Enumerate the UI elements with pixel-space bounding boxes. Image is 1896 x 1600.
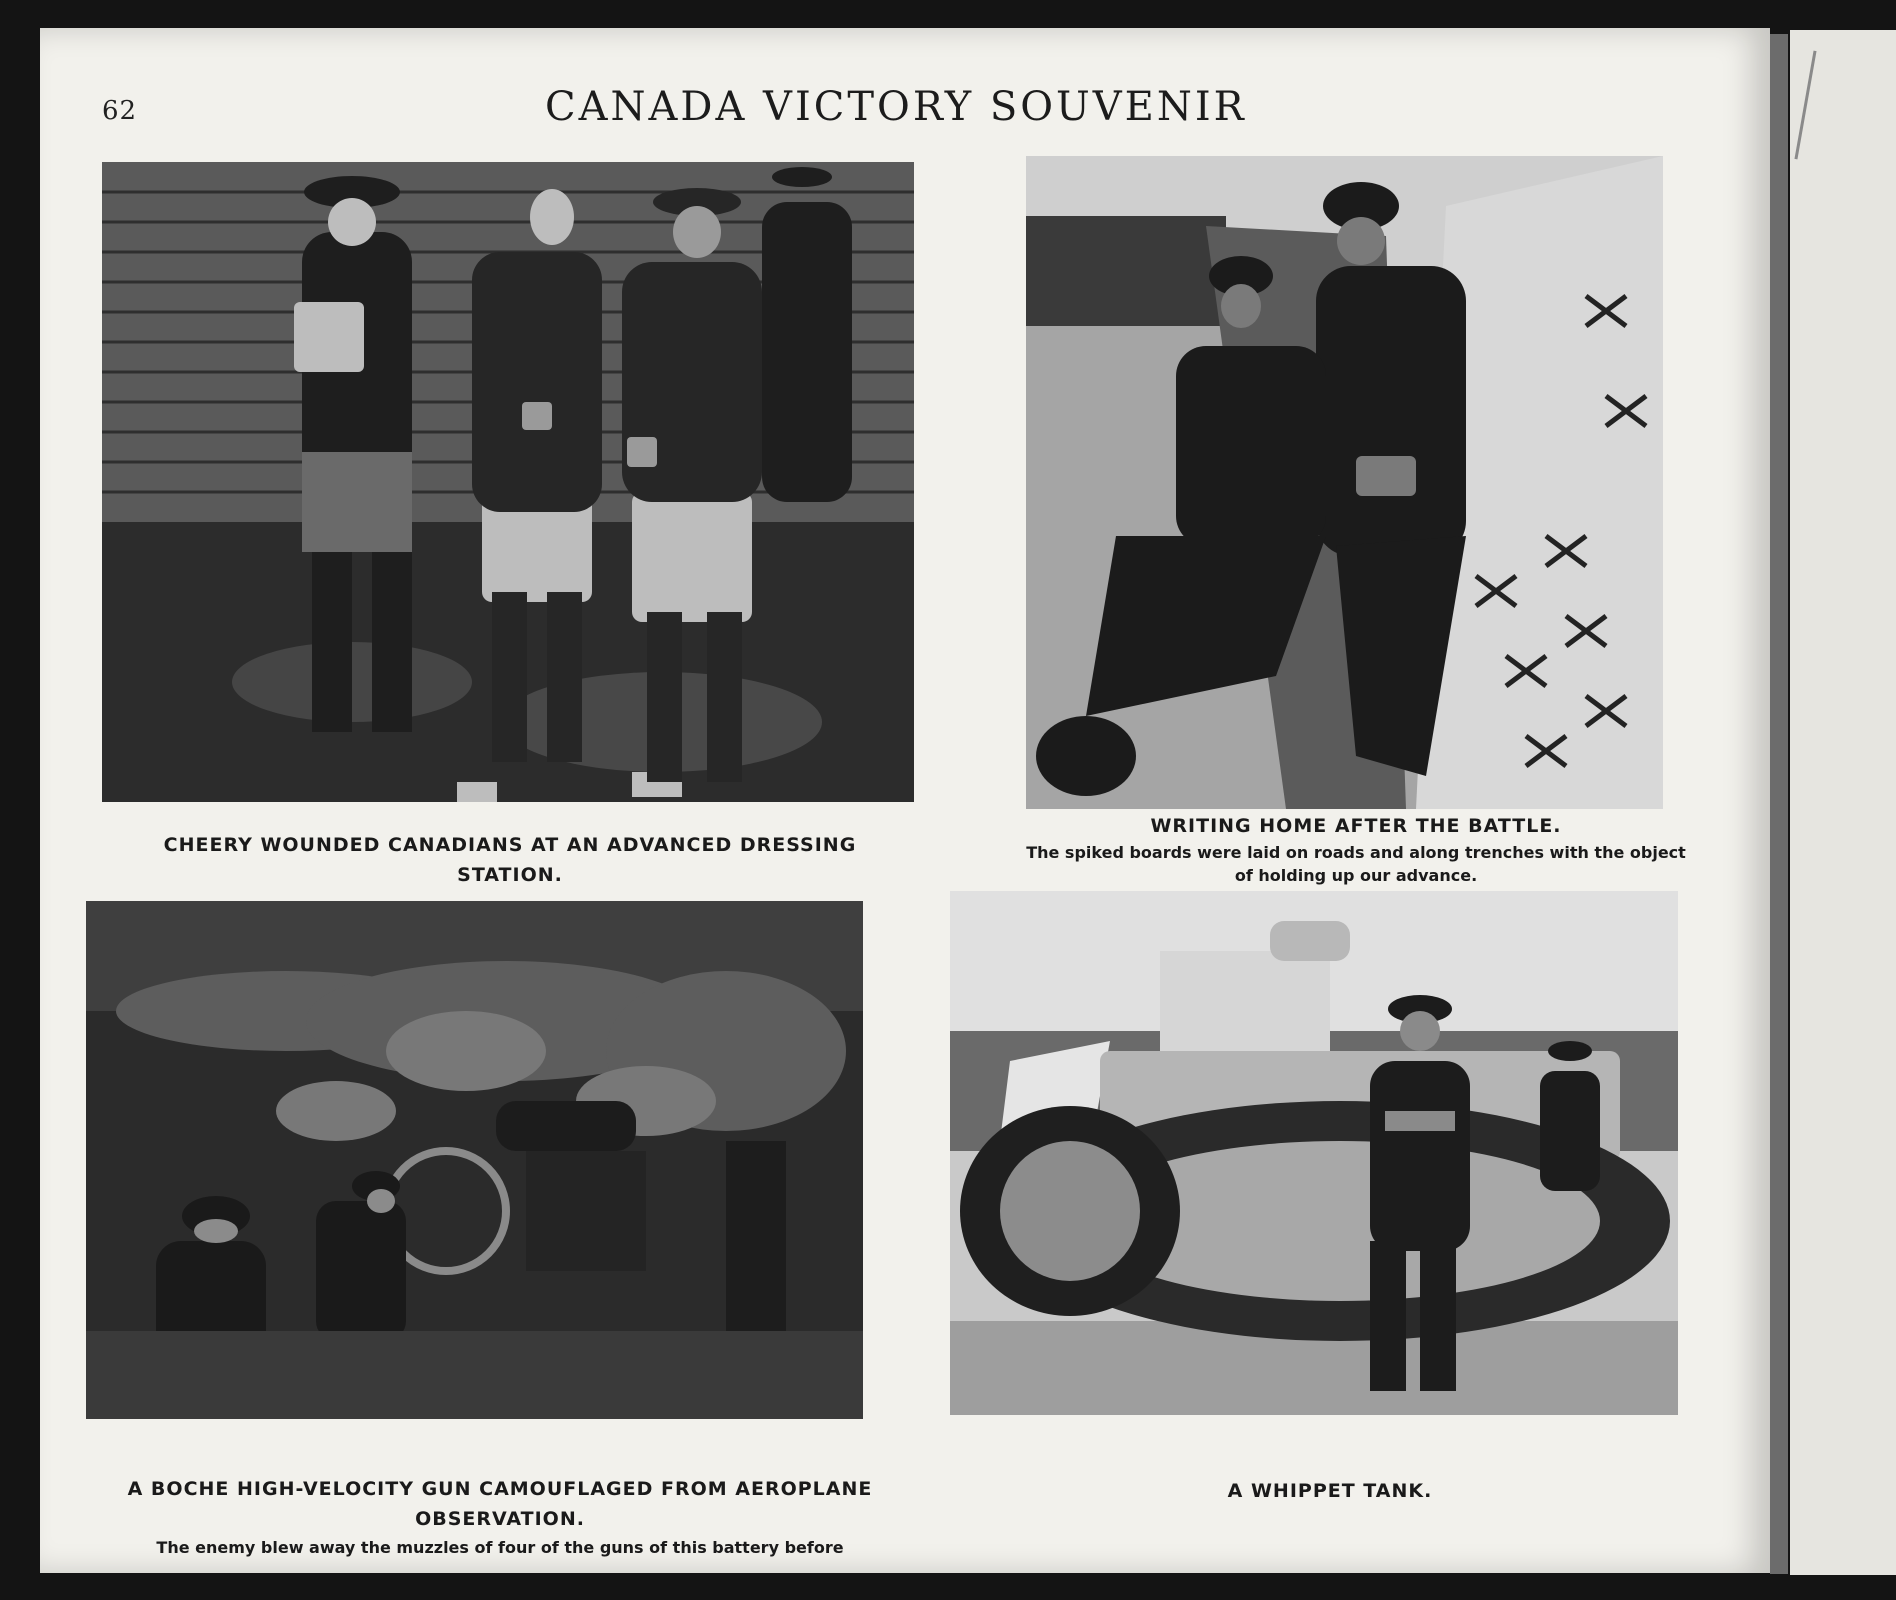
caption-camouflaged-gun-subtext	[100, 1536, 900, 1559]
photo-writing-home	[1026, 156, 1663, 809]
adjacent-page	[1790, 30, 1896, 1575]
page-title: CANADA VICTORY SOUVENIR	[545, 84, 1247, 130]
page-fold-mark	[1794, 51, 1816, 160]
photo-camouflaged-gun	[86, 901, 863, 1419]
caption-whippet-tank	[1150, 1476, 1510, 1506]
caption-title: CHEERY WOUNDED CANADIANS AT AN ADVANCED DRESSING STATION.	[163, 834, 857, 886]
caption-subtext: The spiked boards were laid on roads and along trenches with the object of holding up our advance.	[1026, 843, 1686, 885]
caption-title: A BOCHE HIGH-VELOCITY GUN CAMOUFLAGED FROM AEROPLANE OBSERVATION.	[127, 1478, 873, 1530]
page-gutter-edge	[1770, 34, 1788, 1574]
photo-whippet-tank	[950, 891, 1678, 1415]
page-number: 62	[102, 96, 138, 126]
caption-title: A WHIPPET TANK.	[1227, 1480, 1433, 1502]
caption-subtext: The enemy blew away the muzzles of four of the guns of this battery before	[156, 1538, 844, 1557]
caption-camouflaged-gun	[100, 1474, 900, 1534]
photo-wounded-canadians	[102, 162, 914, 802]
caption-wounded-canadians	[120, 830, 900, 890]
caption-title: WRITING HOME AFTER THE BATTLE.	[1150, 815, 1562, 837]
caption-writing-home	[1026, 811, 1686, 887]
